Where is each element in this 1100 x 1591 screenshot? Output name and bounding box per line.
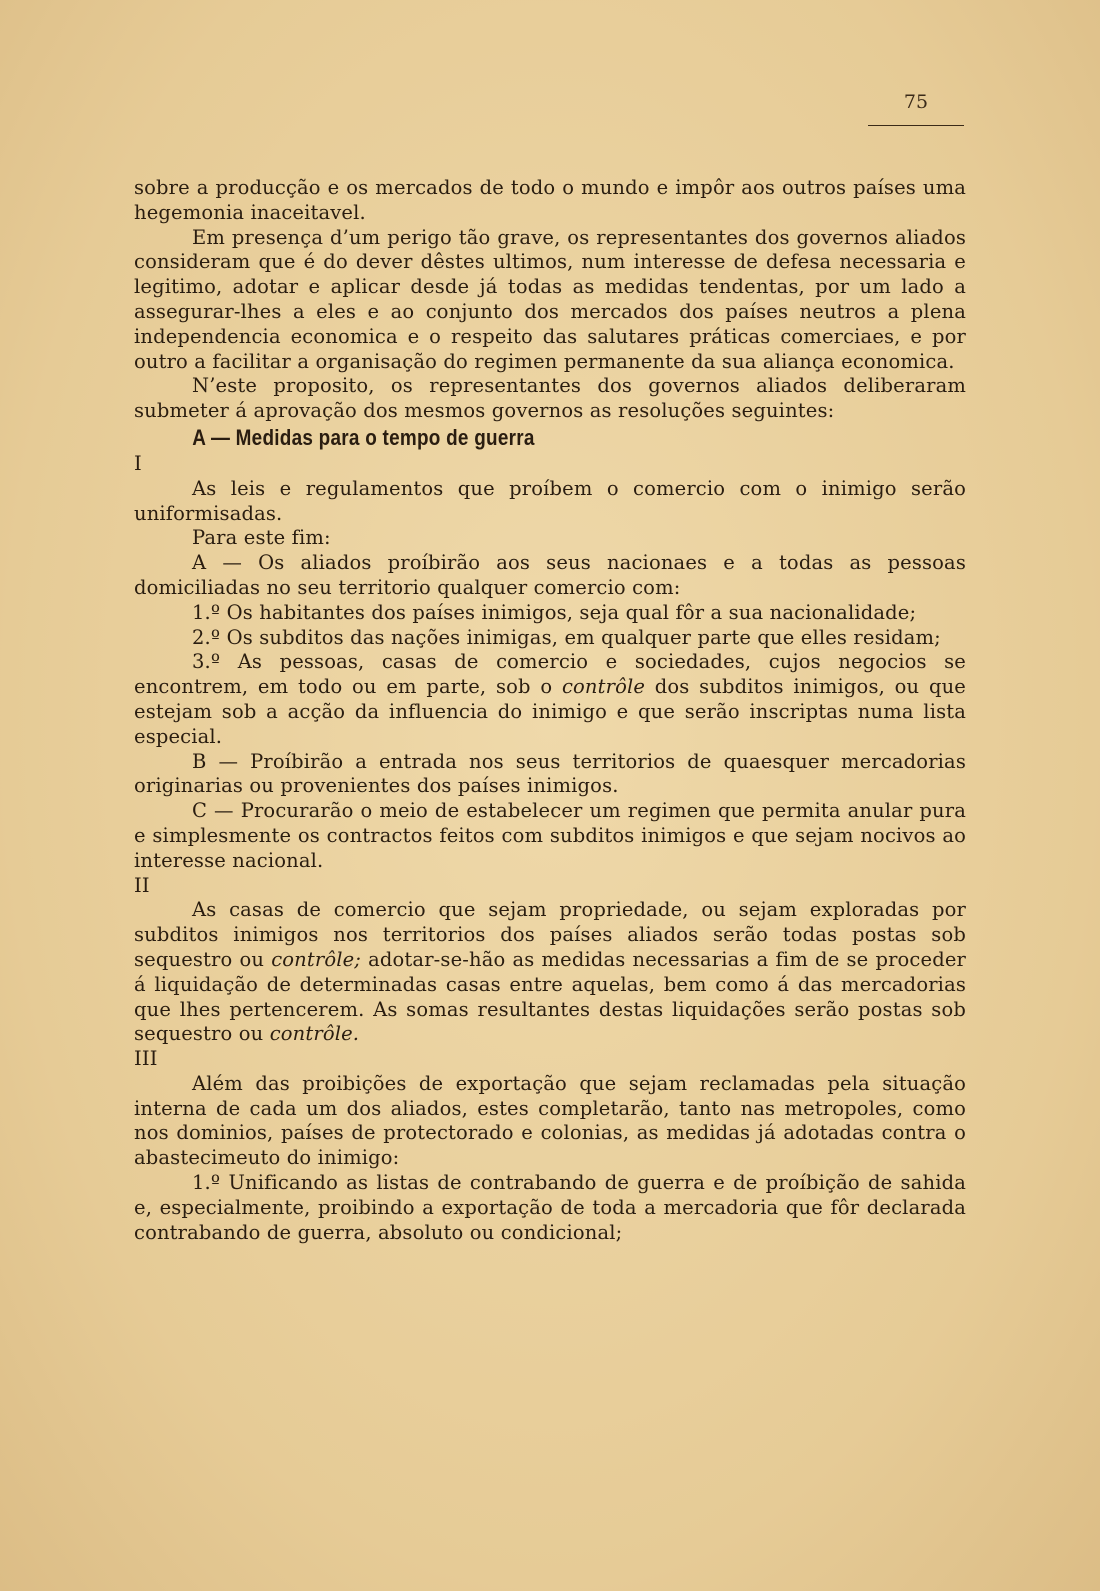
section-heading: A — Medidas para o tempo de guerra [192, 424, 535, 450]
paragraph: B — Proíbirão a entrada nos seus territorios de quaesquer mercadorias originarias ou provenientes dos países inimigos. [134, 749, 966, 798]
list-item: 2.º Os subditos das nações inimigas, em qualquer parte que elles residam; [192, 625, 941, 649]
paragraph: C — Procurarão o meio de estabelecer um regimen que permita anular pura e simplesmente os contractos feitos com subditos inimigos e que sejam nocivos ao interesse nacional. [134, 799, 966, 872]
list-item [134, 650, 966, 749]
section-numeral: III [134, 1047, 158, 1071]
italic-term: contrôle; [271, 947, 362, 971]
paragraph: N’este proposito, os representantes dos governos aliados deliberaram submeter á aprovação dos mesmos governos as resoluções seguintes: [134, 374, 966, 423]
paragraph: A — Os aliados proíbirão aos seus nacionaes e a todas as pessoas domiciliadas no seu territorio qualquer comercio com: [134, 551, 966, 599]
list-item: 1.º Os habitantes dos países inimigos, seja qual fôr a sua nacionalidade; [192, 600, 917, 624]
paragraph: As leis e regulamentos que proíbem o comercio com o inimigo serão uniformisadas. [134, 476, 966, 525]
section-numeral: I [134, 451, 142, 475]
section-numeral: II [134, 873, 150, 897]
text-run: 3.º As pessoas, casas de comercio e sociedades, cujos negocios se encontrem, em todo ou em parte, sob o [134, 650, 966, 699]
paragraph [134, 898, 966, 1047]
text-run: adotar-se-hão as medidas necessarias a fim de se proceder á liquidação de determinadas casas entre aquelas, bem como á das mercadorias que lhes pertencerem. As somas resultantes destas liquidações serão postas sob sequestro ou [134, 947, 966, 1046]
italic-term: contrôle [561, 675, 646, 699]
paragraph: sobre a producção e os mercados de todo o mundo e impôr aos outros países uma hegemonia inaceitavel. [134, 176, 966, 224]
body-text [134, 176, 966, 1245]
paragraph: Além das proibições de exportação que sejam reclamadas pela situação interna de cada um dos aliados, estes completarão, tanto nas metropoles, como nos dominios, países de protectorado e colonias, as medidas já adotadas contra o abastecimeuto do inimigo: [134, 1071, 966, 1170]
text-run: dos subditos inimigos, ou que estejam sob a acção da influencia do inimigo e que serão inscriptas numa lista especial. [134, 675, 966, 748]
list-item: 1.º Unificando as listas de contrabando de guerra e de proíbição de sahida e, especialmente, proibindo a exportação de toda a mercadoria que fôr declarada contrabando de guerra, absoluto ou condicional; [134, 1171, 966, 1244]
paragraph: Em presença d’um perigo tão grave, os representantes dos governos aliados consideram que é do dever dêstes ultimos, num interesse de defesa necessaria e legitimo, adotar e aplicar desde já todas as medidas tendentas, por um lado a assegurar-lhes a eles e ao conjunto dos mercados dos países neutros a plena independencia economica e o respeito das salutares práticas comerciaes, e por outro a facilitar a organisação do regimen permanente da sua aliança economica. [134, 225, 966, 373]
italic-term: contrôle. [269, 1022, 360, 1046]
page-number-rule [868, 125, 964, 126]
page-number: 75 [903, 91, 929, 113]
paragraph: Para este fim: [192, 526, 331, 550]
text-run: As casas de comercio que sejam propriedade, ou sejam exploradas por subditos inimigos nos territorios dos países aliados serão todas postas sob sequestro ou [134, 898, 966, 971]
